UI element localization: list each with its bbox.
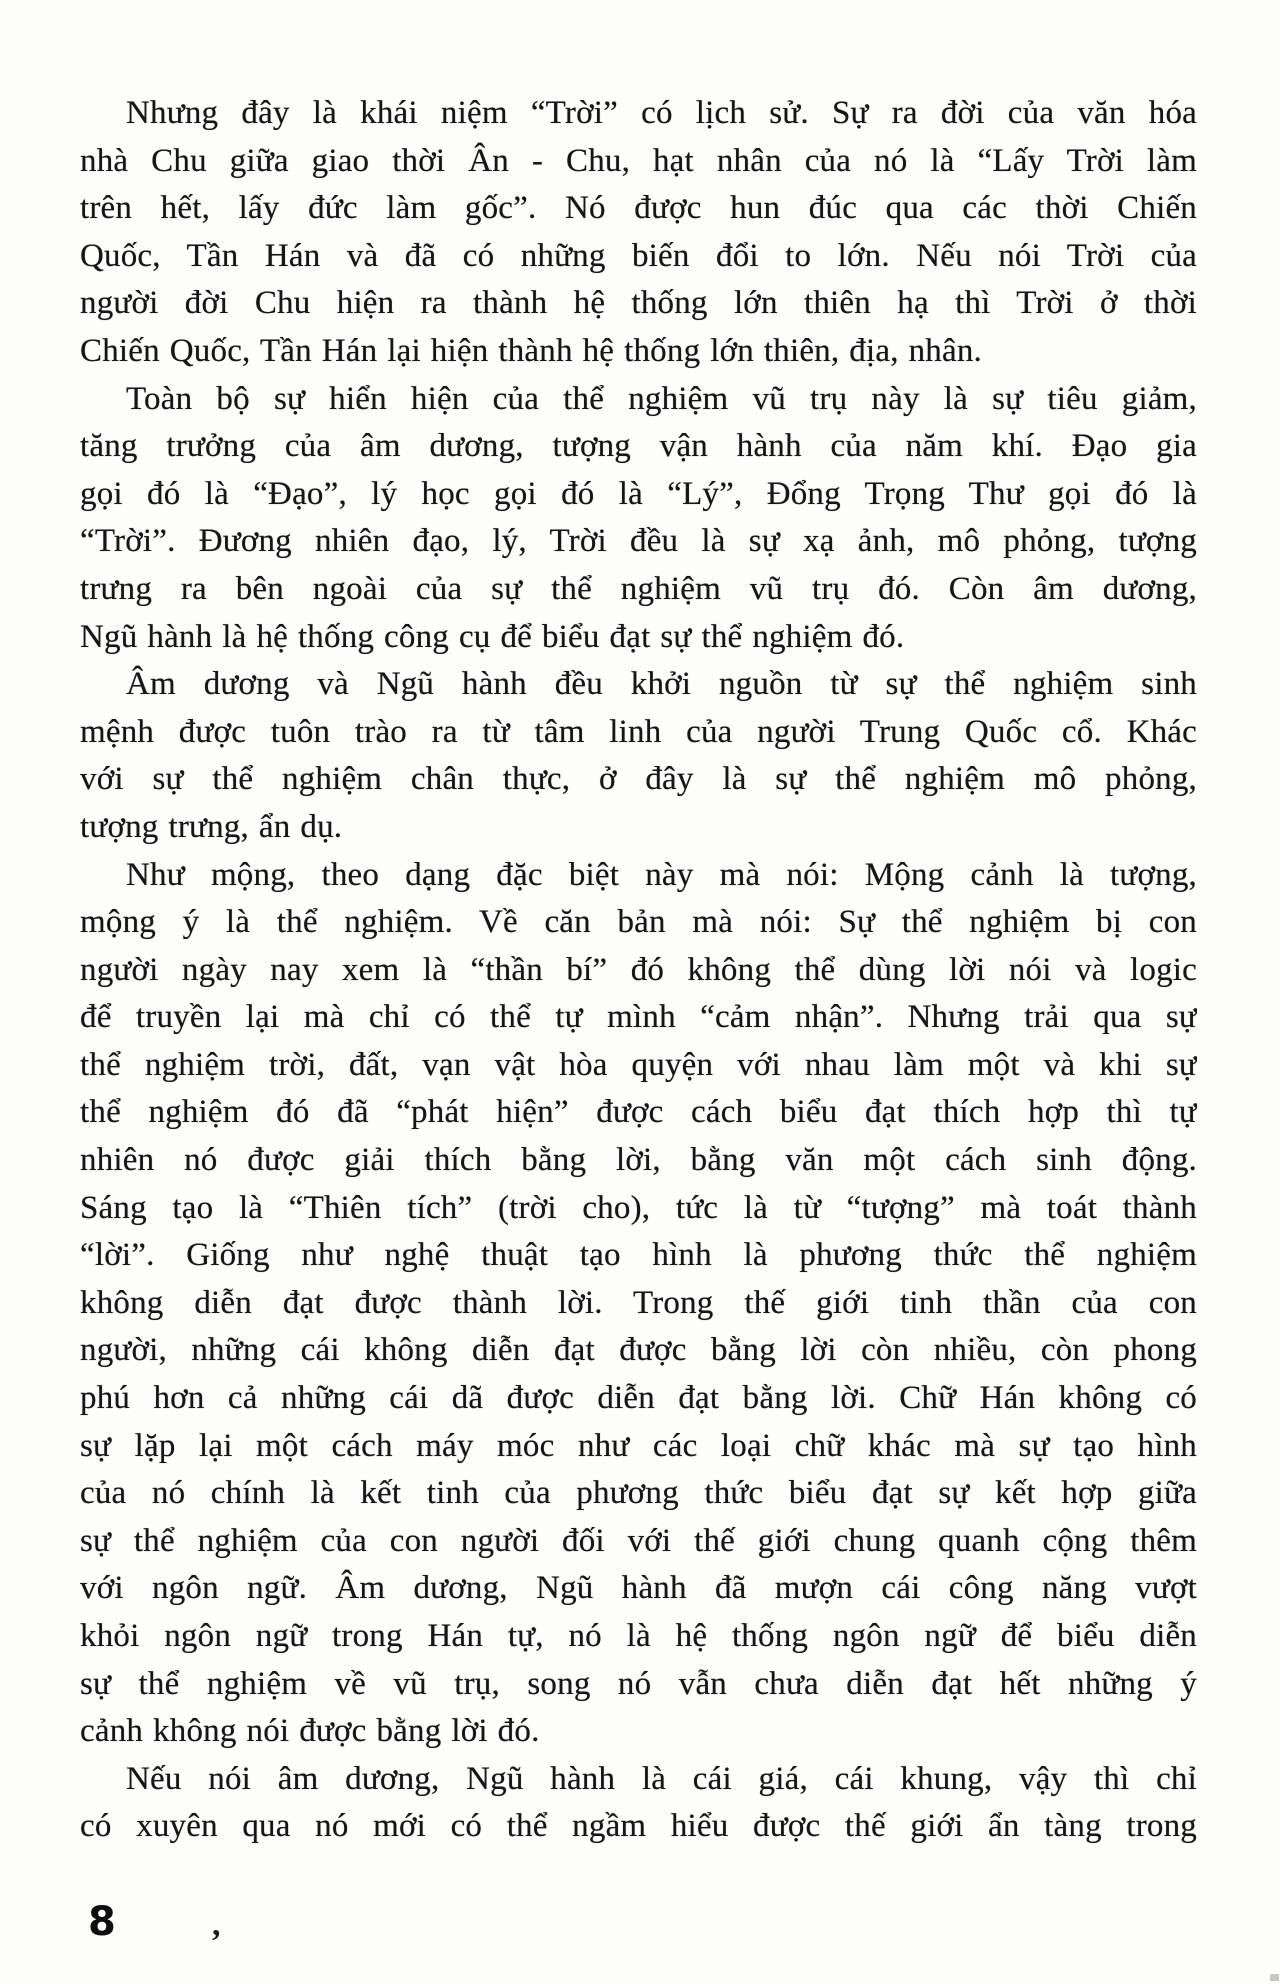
text-line: cảnh không nói được bằng lời đó. xyxy=(80,1713,540,1750)
paragraph xyxy=(80,376,1197,662)
text-line: “lời”. Giống như nghệ thuật tạo hình là phương thức thể nghiệm xyxy=(80,1237,1197,1274)
text-line: tăng trưởng của âm dương, tượng vận hành của năm khí. Đạo gia xyxy=(80,428,1197,465)
scan-artifact xyxy=(1270,1974,1279,1981)
text-line: Nếu nói âm dương, Ngũ hành là cái giá, cái khung, vậy thì chỉ xyxy=(126,1760,1197,1797)
text-line: Quốc, Tần Hán và đã có những biến đổi to lớn. Nếu nói Trời của xyxy=(80,237,1197,274)
text-line: Toàn bộ sự hiển hiện của thể nghiệm vũ trụ này là sự tiêu giảm, xyxy=(126,380,1197,417)
text-line: người ngày nay xem là “thần bí” đó không thể dùng lời nói và logic xyxy=(80,951,1197,988)
text-line: mệnh được tuôn trào ra từ tâm linh của người Trung Quốc cổ. Khác xyxy=(80,713,1197,750)
text-line: người đời Chu hiện ra thành hệ thống lớn thiên hạ thì Trời ở thời xyxy=(80,285,1197,322)
text-line: mộng ý là thể nghiệm. Về căn bản mà nói: Sự thể nghiệm bị con xyxy=(80,904,1197,941)
text-line: thể nghiệm trời, đất, vạn vật hòa quyện với nhau làm một và khi sự xyxy=(80,1046,1197,1083)
text-line: không diễn đạt được thành lời. Trong thế giới tinh thần của con xyxy=(80,1284,1197,1321)
text-line: Sáng tạo là “Thiên tích” (trời cho), tức là từ “tượng” mà toát thành xyxy=(80,1189,1197,1226)
text-line: Chiến Quốc, Tần Hán lại hiện thành hệ thống lớn thiên, địa, nhân. xyxy=(80,332,982,369)
text-line: sự thể nghiệm về vũ trụ, song nó vẫn chưa diễn đạt hết những ý xyxy=(80,1665,1197,1702)
text-line: thể nghiệm đó đã “phát hiện” được cách biểu đạt thích hợp thì tự xyxy=(80,1094,1197,1131)
text-line: có xuyên qua nó mới có thể ngầm hiểu được thế giới ẩn tàng trong xyxy=(80,1808,1197,1845)
text-line: của nó chính là kết tinh của phương thức biểu đạt sự kết hợp giữa xyxy=(80,1475,1197,1512)
text-line: với sự thể nghiệm chân thực, ở đây là sự thể nghiệm mô phỏng, xyxy=(80,761,1197,798)
text-line: “Trời”. Đương nhiên đạo, lý, Trời đều là sự xạ ảnh, mô phỏng, tượng xyxy=(80,523,1197,560)
text-line: trưng ra bên ngoài của sự thể nghiệm vũ trụ đó. Còn âm dương, xyxy=(80,570,1197,607)
text-line: Như mộng, theo dạng đặc biệt này mà nói: Mộng cảnh là tượng, xyxy=(126,856,1197,893)
paragraph xyxy=(80,852,1197,1756)
text-line: phú hơn cả những cái dã được diễn đạt bằng lời. Chữ Hán không có xyxy=(80,1380,1197,1417)
text-line: nhà Chu giữa giao thời Ân - Chu, hạt nhân của nó là “Lấy Trời làm xyxy=(80,142,1197,179)
text-line: nhiên nó được giải thích bằng lời, bằng văn một cách sinh động. xyxy=(80,1142,1197,1179)
paragraph xyxy=(80,90,1197,376)
ink-speck: , xyxy=(212,1906,221,1943)
text-line: gọi đó là “Đạo”, lý học gọi đó là “Lý”, Đổng Trọng Thư gọi đó là xyxy=(80,475,1197,512)
text-line: Ngũ hành là hệ thống công cụ để biểu đạt sự thể nghiệm đó. xyxy=(80,618,905,655)
paragraph xyxy=(80,1756,1197,1851)
text-line: sự lặp lại một cách máy móc như các loại chữ khác mà sự tạo hình xyxy=(80,1427,1197,1464)
text-line: người, những cái không diễn đạt được bằng lời còn nhiều, còn phong xyxy=(80,1332,1197,1369)
text-line: khỏi ngôn ngữ trong Hán tự, nó là hệ thống ngôn ngữ để biểu diễn xyxy=(80,1618,1197,1654)
text-line: tượng trưng, ẩn dụ. xyxy=(80,808,343,845)
text-line: với ngôn ngữ. Âm dương, Ngũ hành đã mượn cái công năng vượt xyxy=(80,1570,1197,1607)
page-number: 8 xyxy=(88,1899,116,1945)
text-line: trên hết, lấy đức làm gốc”. Nó được hun đúc qua các thời Chiến xyxy=(80,190,1197,227)
body-text xyxy=(80,90,1197,1851)
text-line: sự thể nghiệm của con người đối với thế giới chung quanh cộng thêm xyxy=(80,1522,1197,1559)
text-line: để truyền lại mà chỉ có thể tự mình “cảm nhận”. Nhưng trải qua sự xyxy=(80,999,1197,1036)
paragraph xyxy=(80,661,1197,851)
text-line: Âm dương và Ngũ hành đều khởi nguồn từ sự thể nghiệm sinh xyxy=(126,666,1197,703)
text-line: Nhưng đây là khái niệm “Trời” có lịch sử. Sự ra đời của văn hóa xyxy=(126,95,1197,131)
